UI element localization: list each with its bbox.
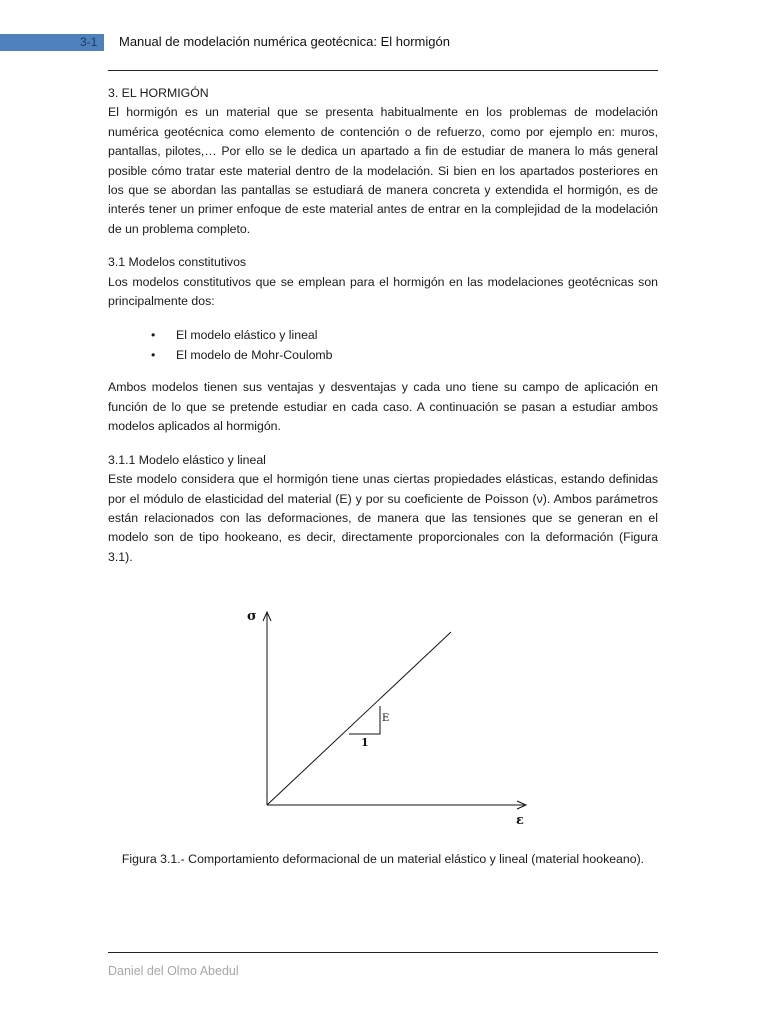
run-label: 1 (361, 736, 369, 749)
list-item: • El modelo de Mohr-Coulomb (176, 345, 658, 365)
footer-author: Daniel del Olmo Abedul (108, 964, 239, 978)
footer-rule (108, 952, 658, 953)
running-header-title: Manual de modelación numérica geotécnica: El hormigón (119, 34, 450, 49)
page-number: 3-1 (80, 35, 98, 49)
subsection-title-models: 3.1 Modelos constitutivos (108, 255, 247, 270)
slope-label: E (382, 713, 390, 724)
models-list (108, 325, 658, 365)
bullet-icon: • (151, 328, 156, 343)
y-axis-label: σ (247, 609, 257, 624)
header-rule (108, 70, 658, 71)
section-title: 3. EL HORMIGÓN (108, 86, 209, 100)
stress-strain-diagram (240, 600, 540, 840)
models-outro-paragraph: Ambos modelos tienen sus ventajas y desventajas y cada uno tiene su campo de aplicación en función de lo que se pretende estudiar en cada caso. A continuación se pasan a estudiar ambos modelos aplicados al hormigón. (108, 380, 658, 434)
bullet-icon: • (151, 348, 156, 363)
elastic-paragraph: Este modelo considera que el hormigón tiene unas ciertas propiedades elásticas, estando definidas por el módulo de elasticidad del material (E) y por su coeficiente de Poisson (ν). Ambos parámetros están relacionados con las deformaciones, de manera que las tensiones que se generan en el modelo son de tipo hookeano, es decir, directamente proporcionales con la deformación (Figura 3.1). (108, 472, 658, 564)
x-axis-label: ε (516, 813, 524, 828)
models-intro-paragraph: Los modelos constitutivos que se emplean para el hormigón en las modelaciones geotécnicas son principalmente dos: (108, 274, 658, 309)
stress-strain-figure (240, 600, 540, 840)
subsection-title-elastic: 3.1.1 Modelo elástico y lineal (108, 452, 266, 467)
elastic-line (267, 632, 451, 805)
intro-paragraph: El hormigón es un material que se presenta habitualmente en los problemas de modelación numérica geotécnica como elemento de contención o de refuerzo, como por ejemplo en: muros, pantallas, pilotes,… Por ello se le dedica un apartado a fin de estudiar de manera lo más general posible cómo tratar este material dentro de la modelación. Si bien en los apartados posteriores en los que se abordan las pantallas se estudiará de manera concreta y extendida el hormigón, es de interés tener un primer enfoque de este material antes de entrar en la complejidad de la modelación de un problema completo. (108, 105, 658, 236)
figure-caption: Figura 3.1.- Comportamiento deformacional de un material elástico y lineal (material hookeano). (121, 852, 645, 866)
page-body (108, 84, 658, 581)
list-item: • El modelo elástico y lineal (176, 325, 658, 345)
slope-triangle (349, 706, 380, 734)
